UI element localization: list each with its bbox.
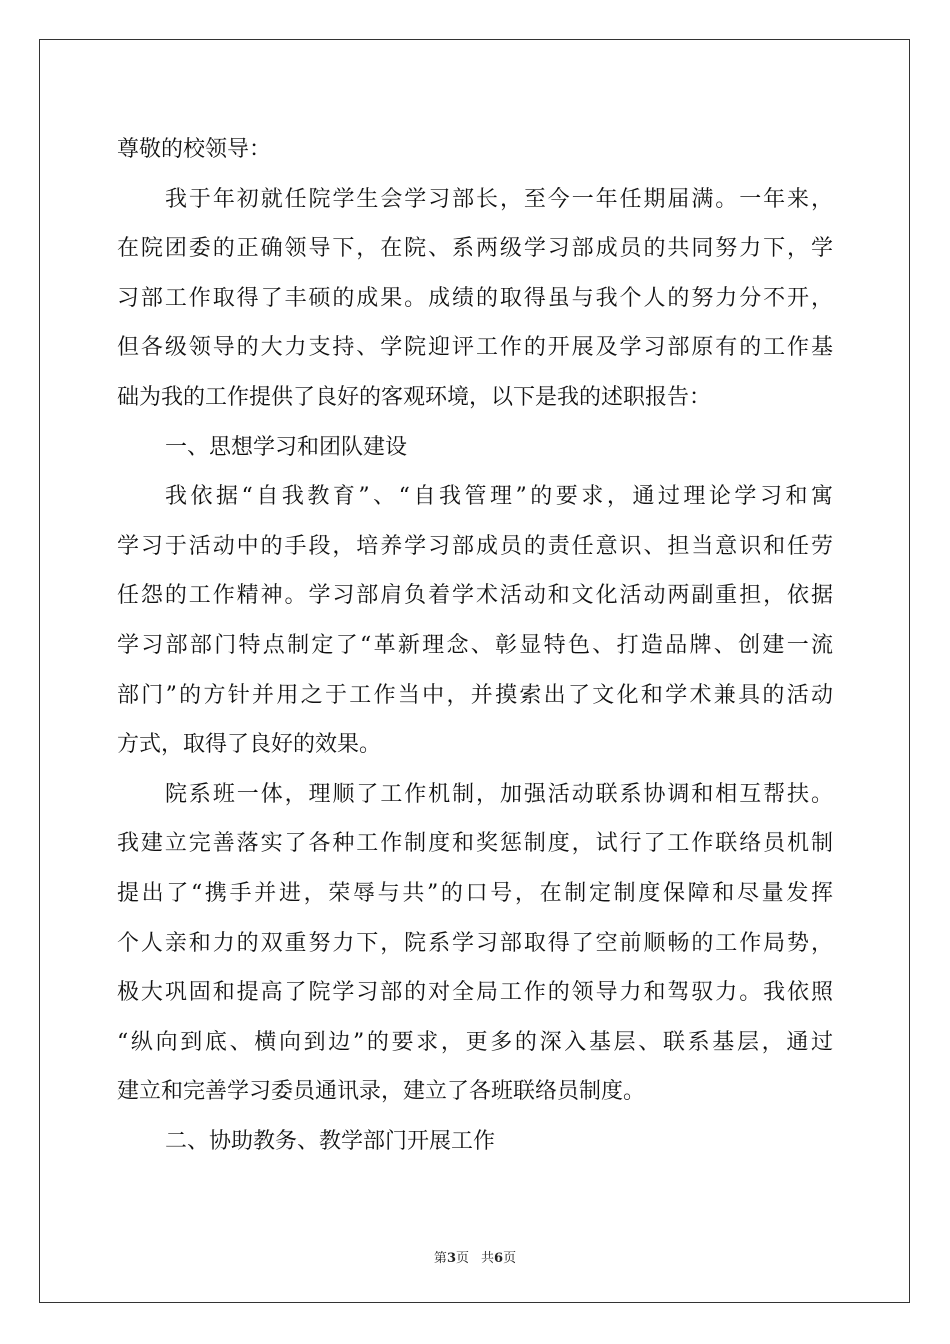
paragraph-line: 提出了“携手并进，荣辱与共”的口号，在制定制度保障和尽量发挥 [117, 880, 833, 906]
paragraph-line: 方式，取得了良好的效果。 [117, 732, 382, 758]
section-heading-2: 二、协助教务、教学部门开展工作 [165, 1128, 496, 1154]
paragraph-line: “纵向到底、横向到边”的要求，更多的深入基层、联系基层，通过 [117, 1029, 833, 1055]
paragraph-line: 习部工作取得了丰硕的成果。成绩的取得虽与我个人的努力分不开， [117, 285, 833, 311]
paragraph-line: 我建立完善落实了各种工作制度和奖惩制度，试行了工作联络员机制 [117, 831, 833, 857]
footer-total-prefix: 共 [481, 1251, 495, 1266]
total-pages-number: 6 [494, 1251, 504, 1266]
document-body [117, 125, 833, 1166]
paragraph-line: 极大巩固和提高了院学习部的对全局工作的领导力和驾驭力。我依照 [117, 980, 833, 1006]
current-page-number: 3 [446, 1251, 456, 1266]
paragraph-line: 我于年初就任院学生会学习部长，至今一年任期届满。一年来， [165, 186, 833, 212]
paragraph-line: 院系班一体，理顺了工作机制，加强活动联系协调和相互帮扶。 [165, 781, 833, 807]
paragraph-line: 学习部部门特点制定了“革新理念、彰显特色、打造品牌、创建一流 [117, 632, 833, 658]
footer-prefix: 第 [433, 1251, 447, 1266]
paragraph-line: 学习于活动中的手段，培养学习部成员的责任意识、担当意识和任劳 [117, 533, 833, 559]
section-heading-1: 一、思想学习和团队建设 [165, 434, 408, 460]
footer-total-suffix: 页 [503, 1251, 517, 1266]
paragraph-line: 但各级领导的大力支持、学院迎评工作的开展及学习部原有的工作基 [117, 335, 833, 361]
page-footer [0, 1247, 950, 1266]
salutation: 尊敬的校领导： [117, 137, 272, 162]
paragraph-line: 我依据“自我教育”、“自我管理”的要求，通过理论学习和寓 [165, 484, 833, 510]
footer-page-suffix: 页 [455, 1251, 469, 1266]
paragraph-line: 任怨的工作精神。学习部肩负着学术活动和文化活动两副重担，依据 [117, 583, 833, 609]
paragraph-line: 础为我的工作提供了良好的客观环境，以下是我的述职报告： [117, 384, 712, 410]
paragraph-line: 部门”的方针并用之于工作当中，并摸索出了文化和学术兼具的活动 [117, 682, 833, 708]
paragraph-line: 建立和完善学习委员通讯录，建立了各班联络员制度。 [117, 1079, 646, 1105]
paragraph-line: 在院团委的正确领导下，在院、系两级学习部成员的共同努力下，学 [117, 236, 833, 262]
paragraph-line: 个人亲和力的双重努力下，院系学习部取得了空前顺畅的工作局势， [117, 930, 833, 956]
